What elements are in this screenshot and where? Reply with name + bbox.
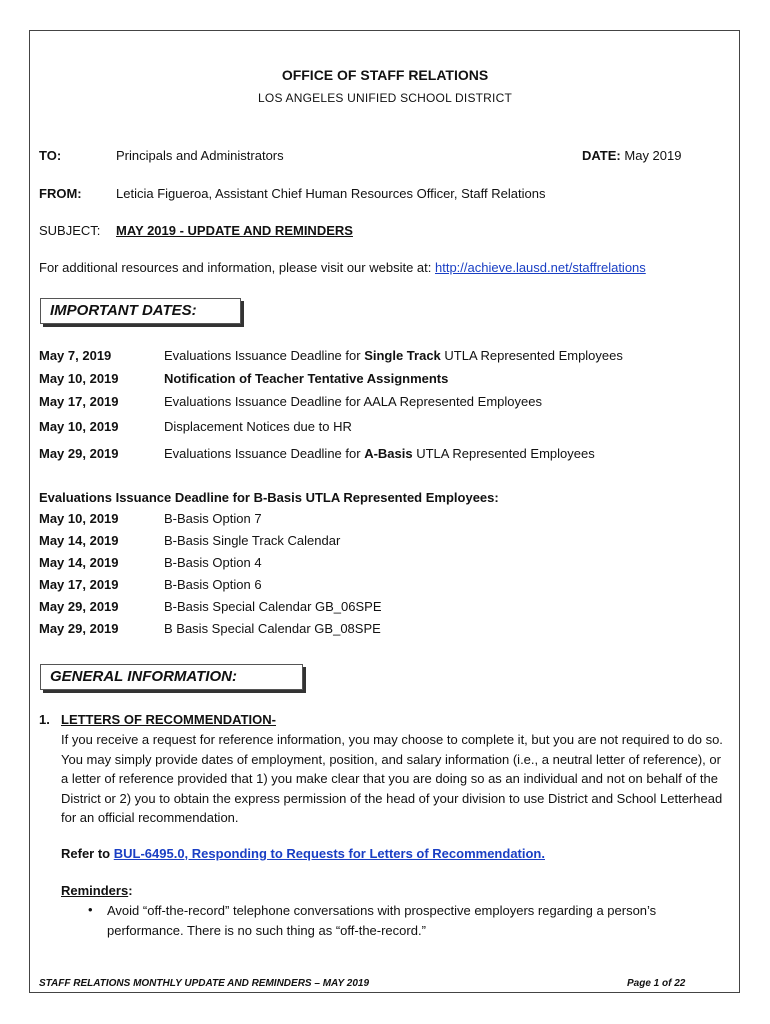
important-date: May 17, 2019 xyxy=(39,394,119,409)
office-title: OFFICE OF STAFF RELATIONS xyxy=(281,67,489,83)
important-date: May 10, 2019 xyxy=(39,419,119,434)
bbasis-date: May 14, 2019 xyxy=(39,555,119,570)
date-label: DATE: xyxy=(582,148,621,163)
important-date-description xyxy=(164,446,595,461)
bbasis-date: May 10, 2019 xyxy=(39,511,119,526)
to-label: TO: xyxy=(39,148,62,163)
important-date: May 10, 2019 xyxy=(39,371,119,386)
refer-prefix: Refer to xyxy=(61,846,111,861)
bbasis-description: B-Basis Option 4 xyxy=(164,555,262,570)
description-emphasis: Single Track xyxy=(364,348,441,363)
bbasis-date: May 17, 2019 xyxy=(39,577,119,592)
item-number: 1. xyxy=(39,712,50,727)
bullet-icon: • xyxy=(88,902,93,917)
bulletin-link[interactable]: BUL-6495.0, Responding to Requests for Letters of Recommendation. xyxy=(113,846,545,861)
subject-value: MAY 2019 - UPDATE AND REMINDERS xyxy=(116,223,353,238)
date-value: May 2019 xyxy=(624,148,682,163)
bbasis-description: B-Basis Option 7 xyxy=(164,511,262,526)
staff-relations-link[interactable]: http://achieve.lausd.net/staffrelations xyxy=(435,260,646,275)
description-text: Displacement Notices due to HR xyxy=(164,419,352,434)
date-field xyxy=(582,148,681,163)
description-text-suffix: UTLA Represented Employees xyxy=(412,446,595,461)
resources-line xyxy=(39,260,646,275)
bbasis-description: B Basis Special Calendar GB_08SPE xyxy=(164,621,381,636)
description-emphasis: Notification of Teacher Tentative Assignments xyxy=(164,371,449,386)
important-dates-heading: IMPORTANT DATES: xyxy=(40,298,241,324)
important-date-description xyxy=(164,394,542,409)
bbasis-date: May 29, 2019 xyxy=(39,621,119,636)
reminder-bullet-text: Avoid “off-the-record” telephone conversations with prospective employers regarding a person’s performance. There is no such thing as “off-the-record.” xyxy=(107,903,657,938)
from-label: FROM: xyxy=(39,186,82,201)
bbasis-description: B-Basis Single Track Calendar xyxy=(164,533,341,548)
item-title: LETTERS OF RECOMMENDATION- xyxy=(61,712,276,727)
refer-line xyxy=(61,846,545,861)
recommendation-paragraph: If you receive a request for reference information, you may choose to complete it, but you are not required to do so. You may simply provide dates of employment, position, and salary information (i.e., a neutral letter of reference), or a letter of reference provided that 1) you make clear that you are doing so as an individual and not on behalf of the District or 2) you to obtain the express permission of the head of your division to use District and School Letterhead for an official recommendation. xyxy=(61,732,723,825)
bbasis-description: B-Basis Special Calendar GB_06SPE xyxy=(164,599,382,614)
description-emphasis: A-Basis xyxy=(364,446,413,461)
important-date: May 29, 2019 xyxy=(39,446,119,461)
footer-title: STAFF RELATIONS MONTHLY UPDATE AND REMINDERS – MAY 2019 xyxy=(39,978,370,989)
important-date-description xyxy=(164,371,448,386)
page-number: Page 1 of 22 xyxy=(627,978,686,989)
reminders-heading xyxy=(61,883,133,898)
important-date-description xyxy=(164,419,352,434)
district-subtitle: LOS ANGELES UNIFIED SCHOOL DISTRICT xyxy=(258,91,512,105)
important-date-description xyxy=(164,348,623,363)
from-value: Leticia Figueroa, Assistant Chief Human Resources Officer, Staff Relations xyxy=(116,186,546,201)
description-text: Evaluations Issuance Deadline for AALA Represented Employees xyxy=(164,394,542,409)
bbasis-heading: Evaluations Issuance Deadline for B-Basis UTLA Represented Employees: xyxy=(39,490,499,505)
general-info-heading: GENERAL INFORMATION: xyxy=(40,664,303,690)
bbasis-description: B-Basis Option 6 xyxy=(164,577,262,592)
description-text-suffix: UTLA Represented Employees xyxy=(440,348,623,363)
bbasis-date: May 29, 2019 xyxy=(39,599,119,614)
bbasis-date: May 14, 2019 xyxy=(39,533,119,548)
reminders-label: Reminders xyxy=(61,883,129,898)
subject-label: SUBJECT: xyxy=(39,223,101,238)
description-text: Evaluations Issuance Deadline for xyxy=(164,348,365,363)
reminders-colon: : xyxy=(128,883,133,898)
description-text: Evaluations Issuance Deadline for xyxy=(164,446,365,461)
resources-text: For additional resources and information, please visit our website at: xyxy=(39,260,432,275)
to-value: Principals and Administrators xyxy=(116,148,284,163)
important-date: May 7, 2019 xyxy=(39,348,112,363)
